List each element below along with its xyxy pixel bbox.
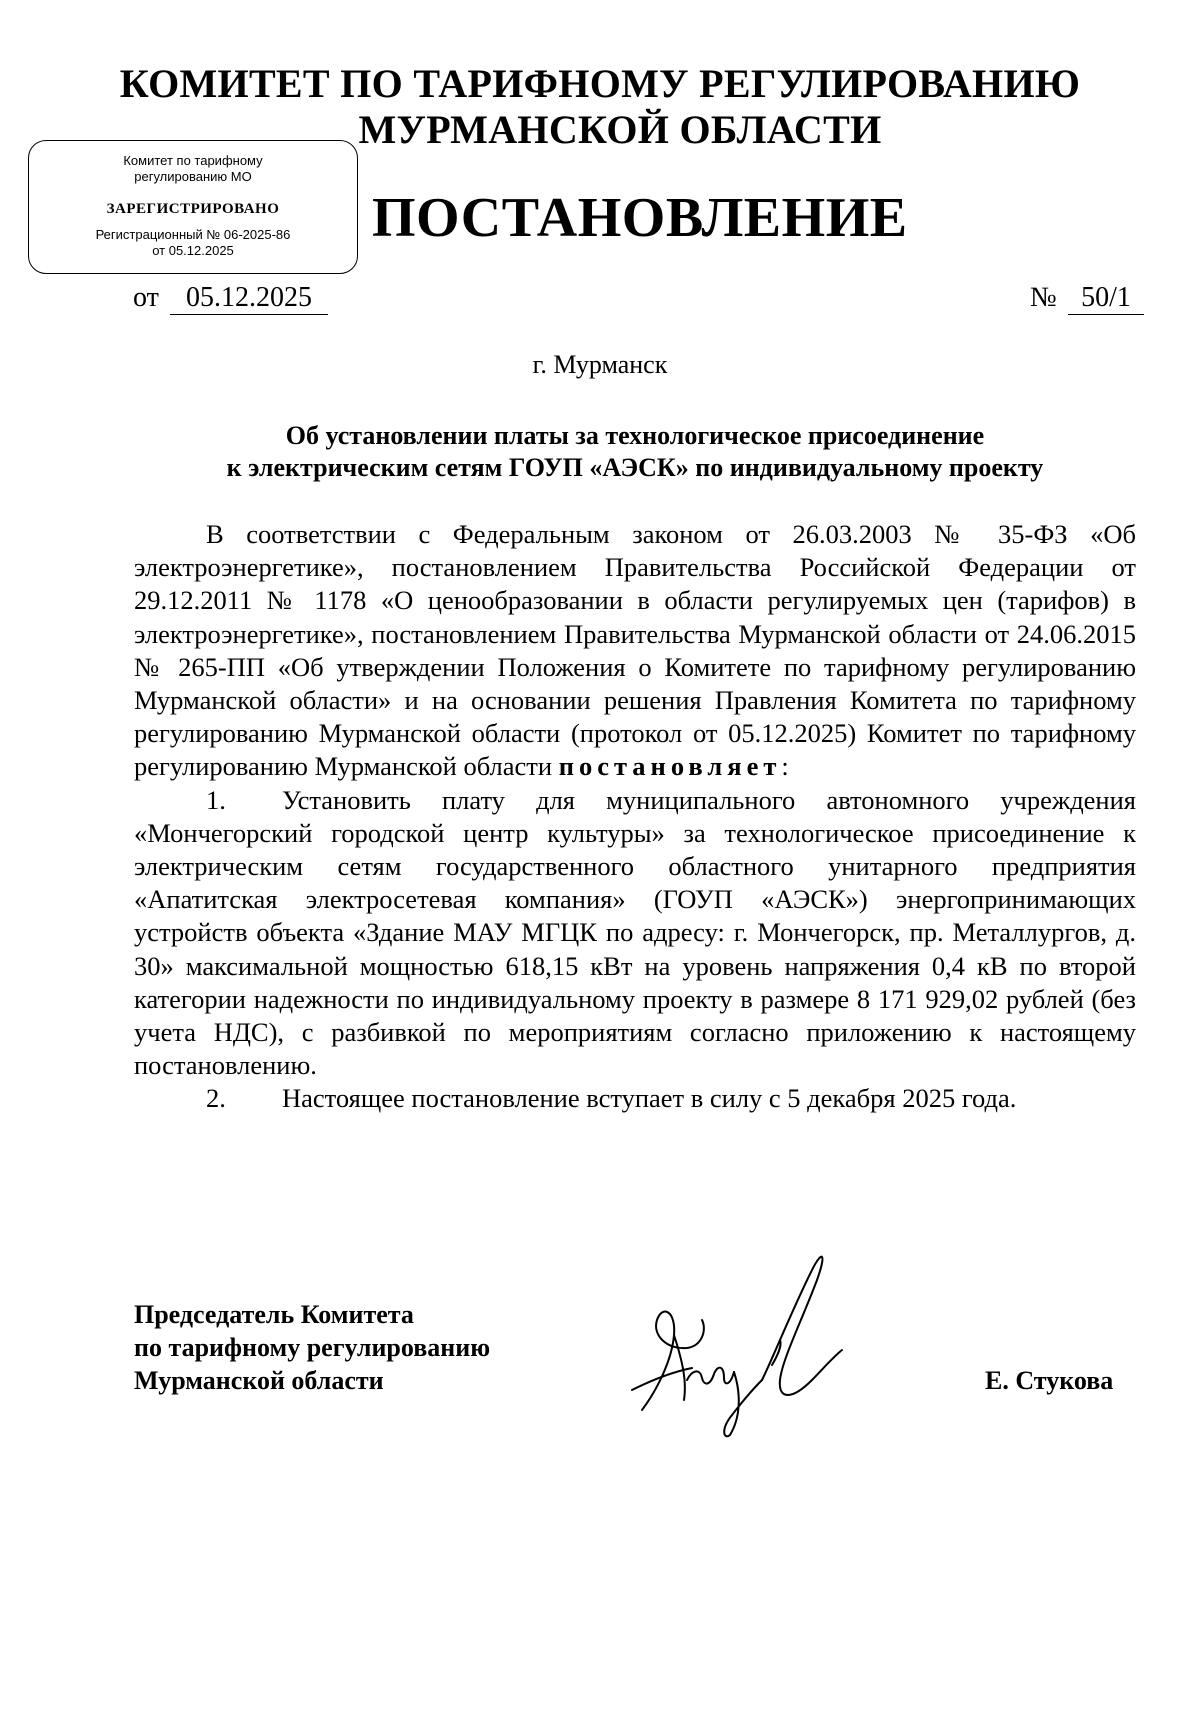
org-title-line1: КОМИТЕТ ПО ТАРИФНОМУ РЕГУЛИРОВАНИЮ [119, 61, 1081, 106]
handwritten-signature-icon [612, 1240, 872, 1445]
preamble-paragraph [134, 518, 1136, 784]
stamp-org-line2: регулированию МО [134, 169, 252, 184]
document-type: ПОСТАНОВЛЕНИЕ [372, 187, 908, 249]
stamp-reg-number: Регистрационный № 06-2025-86 [95, 227, 291, 242]
item-1-text: Установить плату для муниципального автономного учреждения «Мончегорский городской центр культуры» за технологическое присоединение к электрическим сетям государственного областного унитарного предприятия «Апатитская электросетевая компания» (ГОУП «АЭСК») энергопринимающих устройств объекта «Здание МАУ МГЦК по адресу: г. Мончегорск, пр. Металлургов, д. 30» максимальной мощностью 618,15 кВт на уровень напряжения 0,4 кВ по второй категории надежности по индивидуальному проекту в размере 8 171 929,02 рублей (без учета НДС), с разбивкой по мероприятиям согласно приложению к настоящему постановлению. [134, 784, 1136, 1081]
document-date: 05.12.2025 [170, 282, 328, 315]
resolves-colon: : [781, 751, 789, 782]
item-1 [134, 784, 1136, 1083]
preamble-text: В соответствии с Федеральным законом от 26.03.2003 № 35-ФЗ «Об электроэнергетике», постановлением Правительства Российской Федерации от 29.12.2011 № 1178 «О ценообразовании в области регулируемых цен (тарифов) в электроэнергетике», постановлением Правительства Мурманской области от 24.06.2015 № 265-ПП «Об утверждении Положения о Комитете по тарифному регулированию Мурманской области» и на основании решения Правления Комитета по тарифному регулированию Мурманской области (протокол от 05.12.2025) Комитет по тарифному регулированию Мурманской области [134, 519, 1136, 782]
item-2 [134, 1082, 1136, 1115]
title-line2: к электрическим сетям ГОУП «АЭСК» по индивидуальному проекту [226, 453, 1044, 482]
signatory-name: Е. Стукова [985, 1366, 1114, 1395]
position-line3: Мурманской области [134, 1366, 384, 1395]
document-body [134, 518, 1136, 1116]
title-line1: Об установлении платы за технологическое присоединение [285, 421, 985, 450]
stamp-reg-date: от 05.12.2025 [152, 243, 234, 258]
date-label: от [133, 282, 159, 313]
document-number: 50/1 [1068, 282, 1144, 315]
org-title-line2: МУРМАНСКОЙ ОБЛАСТИ [358, 107, 882, 152]
registration-stamp [28, 140, 358, 274]
item-2-text: Настоящее постановление вступает в силу с 5 декабря 2025 года. [282, 1083, 1017, 1114]
resolves-word: постановляет [558, 751, 782, 782]
city: г. Мурманск [532, 350, 668, 379]
document-title [130, 420, 1140, 484]
position-line2: по тарифному регулированию [134, 1333, 491, 1362]
number-label: № [1030, 282, 1057, 313]
position-line1: Председатель Комитета [134, 1300, 414, 1329]
stamp-org-line1: Комитет по тарифному [123, 153, 263, 168]
item-2-number: 2. [206, 1083, 226, 1114]
stamp-status: ЗАРЕГИСТРИРОВАНО [106, 201, 280, 217]
signatory-position [134, 1298, 490, 1397]
item-1-number: 1. [206, 784, 226, 815]
